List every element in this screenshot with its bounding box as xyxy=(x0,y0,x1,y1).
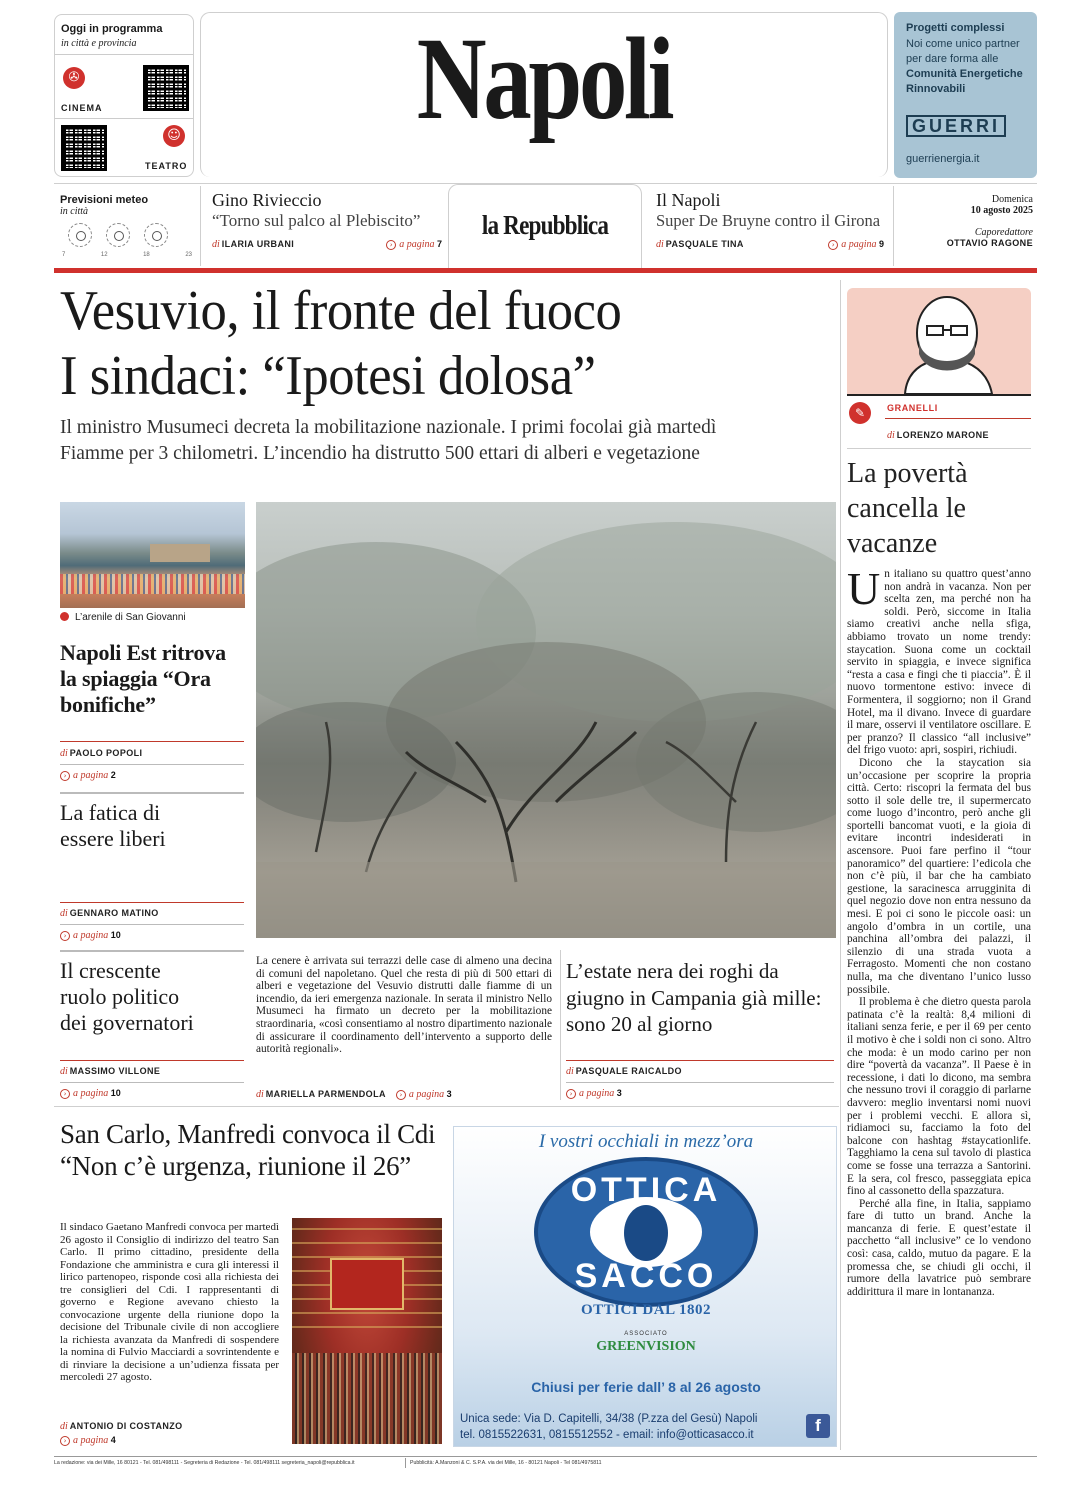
page-ref-number[interactable]: 9 xyxy=(878,239,884,249)
dateline-date: 10 agosto 2025 xyxy=(970,205,1033,216)
byline-author: ILARIA URBANI xyxy=(221,239,295,249)
byline-di: di xyxy=(656,239,664,250)
san-carlo-theatre-photo[interactable] xyxy=(292,1218,442,1444)
lead-subhead-2: Fiamme per 3 chilometri. L’incendio ha distrutto 500 ettari di alberi e vegetazione xyxy=(60,443,700,464)
guerri-logo: GUERRI xyxy=(906,115,1006,137)
teaser-quote: Super De Bruyne contro il Girona xyxy=(656,211,881,230)
page-ref[interactable]: › a pagina 2 xyxy=(60,770,116,781)
ottica-associato: ASSOCIATO xyxy=(624,1331,668,1337)
byline-author: PASQUALE RAICALDO xyxy=(575,1066,682,1076)
sancarlo-headline-2[interactable]: “Non c’è urgenza, riunione il 26” xyxy=(60,1151,411,1181)
page-ref-number[interactable]: 4 xyxy=(110,1435,116,1445)
meteo-hour: 7 xyxy=(62,252,66,258)
arrow-icon: › xyxy=(60,1089,70,1099)
facebook-icon[interactable]: f xyxy=(806,1414,830,1438)
guerri-line2: per dare forma alle xyxy=(906,53,999,65)
page-ref[interactable]: › a pagina 10 xyxy=(60,1088,121,1099)
story-headline: Il crescente ruolo politico dei governatori xyxy=(60,958,194,1035)
byline-author: LORENZO MARONE xyxy=(896,430,989,440)
dateline-role: Caporedattore xyxy=(974,227,1033,238)
dateline-day: Domenica xyxy=(991,194,1033,205)
page-ref-label: a pagina xyxy=(841,239,877,250)
byline: di PASQUALE RAICALDO xyxy=(566,1066,682,1077)
dropcap: U xyxy=(847,563,881,614)
lead-headline-2[interactable]: I sindaci: “Ipotesi dolosa” xyxy=(60,345,596,407)
byline-author: PASQUALE TINA xyxy=(665,239,744,249)
byline: di MASSIMO VILLONE xyxy=(60,1066,161,1077)
page-ref-number[interactable]: 2 xyxy=(110,770,116,780)
page-ref-number[interactable]: 3 xyxy=(616,1088,622,1098)
guerri-line3: Comunità Energetiche xyxy=(906,68,1023,80)
guerri-title: Progetti complessi xyxy=(906,22,1005,34)
arrow-icon: › xyxy=(566,1089,576,1099)
programma-title: Oggi in programma xyxy=(61,23,163,35)
column-label: GRANELLI xyxy=(887,403,938,413)
guerri-ad[interactable] xyxy=(894,12,1037,178)
dateline-name: OTTAVIO RAGONE xyxy=(946,238,1033,248)
byline-author: MARIELLA PARMENDOLA xyxy=(265,1089,386,1099)
column-body xyxy=(847,563,1031,1298)
teatro-qr-code[interactable] xyxy=(61,125,107,171)
masthead-title[interactable]: Napoli xyxy=(416,13,672,144)
byline-di: di xyxy=(212,239,220,250)
story-headline: Napoli Est ritrova la spiaggia “Ora bonifiche” xyxy=(60,640,226,717)
ottica-since: OTTICI DAL 1802 xyxy=(580,1302,712,1318)
story-fatica[interactable] xyxy=(60,800,244,852)
header-red-rule xyxy=(54,268,1037,273)
cinema-label: CINEMA xyxy=(61,103,103,113)
lead-footer: di MARIELLA PARMENDOLA › a pagina 3 xyxy=(256,1089,452,1100)
page-ref-number[interactable]: 10 xyxy=(110,1088,121,1098)
ottica-address: Unica sede: Via D. Capitelli, 34/38 (P.zza del Gesù) Napoli xyxy=(460,1413,758,1425)
teaser-name: Il Napoli xyxy=(656,190,721,210)
story-napoli-est[interactable] xyxy=(60,640,244,718)
guerri-url: guerrienergia.it xyxy=(906,153,980,165)
byline: di LORENZO MARONE xyxy=(887,430,989,441)
footer-pubblicita: Pubblicità: A.Manzoni & C. S.P.A. via dei Mille, 16 - 80121 Napoli - Tel 081/4975811 xyxy=(410,1460,602,1466)
weather-sun-icon xyxy=(68,223,92,247)
arrow-icon: › xyxy=(60,771,70,781)
beach-photo[interactable] xyxy=(60,502,245,608)
byline: di ANTONIO DI COSTANZO xyxy=(60,1421,183,1432)
byline: di PAOLO POPOLI xyxy=(60,748,143,759)
ottica-greenvision: GREENVISION xyxy=(596,1339,696,1354)
column-paragraph: Dicono che la staycation sia un’occasione per scoprire la propria città. Certo: riscopri la fermata del bus sotto il sole delle tre, il supermercato come luogo d’incontro, però anche gli sportelli bancomat vuoti, e la gioia di evitare incontri indesiderati in ascensore. Puoi fare perfino il “tour panoramico” del quartiere: l’edicola che non c’è più, il bar che ha cambiato gestione, la saracinesca arrugginita di quel negozio dove non entra nessuno da mesi. E poi ci sono le piccole oasi: un angolo d’ombra in un cortile, una panchina all’ombra dei palazzi, il silenzio di una strada vuota a Ferragosto. Momenti che non costano nulla, ma che diventano l’unico lusso possibile. xyxy=(847,756,1031,996)
repubblica-logo[interactable]: la Repubblica xyxy=(481,210,609,240)
byline: di GENNARO MATINO xyxy=(60,908,159,919)
story-roghi[interactable] xyxy=(566,958,838,1038)
page-ref-number[interactable]: 7 xyxy=(436,239,442,249)
story-headline: La fatica di essere liberi xyxy=(60,800,166,851)
sancarlo-headline-1[interactable]: San Carlo, Manfredi convoca il Cdi xyxy=(60,1119,436,1149)
vesuvio-fire-photo[interactable] xyxy=(256,502,836,938)
column-headline[interactable]: La povertà cancella le vacanze xyxy=(847,458,968,559)
guerri-line1: Noi come unico partner xyxy=(906,38,1020,50)
dateline xyxy=(895,194,1033,248)
camera-icon xyxy=(60,612,69,621)
story-governatori[interactable] xyxy=(60,958,244,1036)
arrow-icon: › xyxy=(60,1436,70,1446)
column-paragraph xyxy=(847,563,1031,757)
story-headline: L’estate nera dei roghi da giugno in Campania già mille: sono 20 al giorno xyxy=(566,959,822,1036)
guerri-line4: Rinnovabili xyxy=(906,83,966,95)
arrow-icon: › xyxy=(60,931,70,941)
byline-author: PAOLO POPOLI xyxy=(69,748,143,758)
lead-subhead-1: Il ministro Musumeci decreta la mobilitazione nazionale. I primi focolai già martedì xyxy=(60,417,717,438)
weather-sun-icon xyxy=(144,223,168,247)
page-ref[interactable]: › a pagina 3 xyxy=(566,1088,622,1099)
teaser-quote: “Torno sul palco al Plebiscito” xyxy=(212,211,421,230)
sancarlo-body: Il sindaco Gaetano Manfredi convoca per martedì 26 agosto il Consiglio di indirizzo del teatro San Carlo. Il primo cittadino, presidente della Fondazione che amministra e cura gli interessi il lirico partenopeo, risponde così alla richiesta dei tre consiglieri del Cdi. I rappresentanti di governo e Regione avevano chiesto la convocazione urgente della riunione dopo la decisione del Tribunale civile di non accogliere la richiesta avanzata da Manfredi di sospendere la nomina di Fulvio Macciardi a sovrintendente e di rinviare la decisione a un’udienza fissata per mercoledì 27 agosto. xyxy=(60,1221,279,1383)
meteo-hour: 23 xyxy=(185,252,192,258)
ottica-brand-1: OTTICA xyxy=(570,1171,722,1209)
teatro-icon: ☺ xyxy=(163,125,185,147)
page-ref-number[interactable]: 10 xyxy=(110,930,121,940)
ottica-contacts: tel. 0815522631, 0815512552 - email: info@otticasacco.it xyxy=(460,1429,754,1441)
page-ref-label: a pagina xyxy=(399,239,435,250)
meteo-hour: 18 xyxy=(143,252,150,258)
ottica-closed: Chiusi per ferie dall’ 8 al 26 agosto xyxy=(531,1379,761,1395)
byline-author: GENNARO MATINO xyxy=(69,908,159,918)
ottica-sacco-ad[interactable] xyxy=(453,1126,837,1447)
beach-caption xyxy=(60,612,186,623)
meteo-box xyxy=(54,186,196,266)
meteo-hour: 12 xyxy=(100,252,108,258)
paragraph-text: n italiano su quattro quest’anno non andrà in vacanza. Non per scelta zen, ma perché non ha soldi. Però, siccome in Italia siamo creativi anche nella sfiga, abbiamo trovato un nome trendy: staycation. Suona come un cocktail servito in spiaggia, e invece significa “resta a casa e fingi che ti piaccia”. È il nuovo tormentone estivo: invece di Formentera, il soggiorno; non il Grand Hotel, ma il divano. Invece di guardare il mare, osservi il ventilatore oscillare. E per pranzo? Il classico “all inclusive” del frigo vuoto: apri, sospiri, richiudi. xyxy=(847,568,1031,757)
teatro-label: TEATRO xyxy=(145,161,188,171)
cinema-icon: ✇ xyxy=(63,67,85,89)
meteo-subtitle: in città xyxy=(60,206,89,217)
teaser-rivieccio[interactable] xyxy=(212,190,442,250)
arrow-icon: › xyxy=(386,240,396,250)
lead-headline-1[interactable]: Vesuvio, il fronte del fuoco xyxy=(60,280,622,342)
page-ref-number[interactable]: 3 xyxy=(446,1089,452,1099)
meteo-title: Previsioni meteo xyxy=(60,194,149,206)
page-ref[interactable]: › a pagina 10 xyxy=(60,930,121,941)
lead-body: La cenere è arrivata sui terrazzi delle case di almeno una decina di comuni del napoletano. Quel che resta di più di 500 ettari di alberi e vegetazione del Vesuvio distrutti dalle fiamme di un incendio, da ieri emergenza nazionale. In serata il ministro Nello Musumeci ha firmato un decreto per la mobilitazione straordinaria, «così consentiamo al nostro dipartimento nazionale di assicurare il coordinamento dell’intervento a supporto delle autorità regionali». xyxy=(256,955,552,1056)
arrow-icon: › xyxy=(828,240,838,250)
granelli-icon: ✎ xyxy=(849,402,871,424)
columnist-portrait xyxy=(847,288,1031,394)
column-paragraph: Perché alla fine, in Italia, sappiamo fare di tutto un brand. Anche la mancanza di ferie. E quest’estate il pacchetto “all inclusive” ce lo vendono così: casa, caldo, mutuo da pagare. E la promessa che, se chiudi gli occhi, il rumore della lavatrice può sembrare addirittura il mare in lontananza. xyxy=(847,1197,1031,1298)
teaser-name: Gino Rivieccio xyxy=(212,190,322,210)
footer-redazione: La redazione: via dei Mille, 16 80121 - Tel. 081/498111 - Segreteria di Redazione - Tel. 081/498111 segreteria_napoli@repubblica.it xyxy=(54,1460,355,1466)
cinema-qr-code[interactable] xyxy=(143,65,189,111)
column-paragraph: Il problema è che dietro questa parola patinata c’è la realtà: 8,4 milioni di italiani senza ferie, e per il 69 per cento il motivo è che i soldi non ci sono. Altro che moda: è un modo carino per non dire “povertà da vacanza”. Il Paese è in recessione, i dati lo dicono, ma sembra che nessuno trovi il coraggio di parlarne davvero: meglio inventarsi nomi nuovi per i problemi vecchi. E allora sì, ridiamoci su, facciamo la foto del balcone con hashtag #staycationlife. Tagghiamo la cena sul tavolo di plastica come se fosse una terrazza a Santorini. E la sera, col fresco, passeggiata epica fino al cassonetto della spazzatura. xyxy=(847,996,1031,1198)
ottica-brand-2: SACCO xyxy=(574,1257,718,1295)
ottica-tagline: I vostri occhiali in mezz’ora xyxy=(538,1131,754,1152)
programma-box xyxy=(54,14,194,177)
arrow-icon: › xyxy=(396,1090,406,1100)
caption-text: L’arenile di San Giovanni xyxy=(75,612,186,623)
byline-author: MASSIMO VILLONE xyxy=(69,1066,161,1076)
programma-subtitle: in città e provincia xyxy=(61,38,137,49)
page-ref[interactable]: › a pagina 4 xyxy=(60,1435,116,1446)
weather-sun-icon xyxy=(106,223,130,247)
byline-author: ANTONIO DI COSTANZO xyxy=(69,1421,183,1431)
teaser-napoli[interactable] xyxy=(656,190,884,250)
